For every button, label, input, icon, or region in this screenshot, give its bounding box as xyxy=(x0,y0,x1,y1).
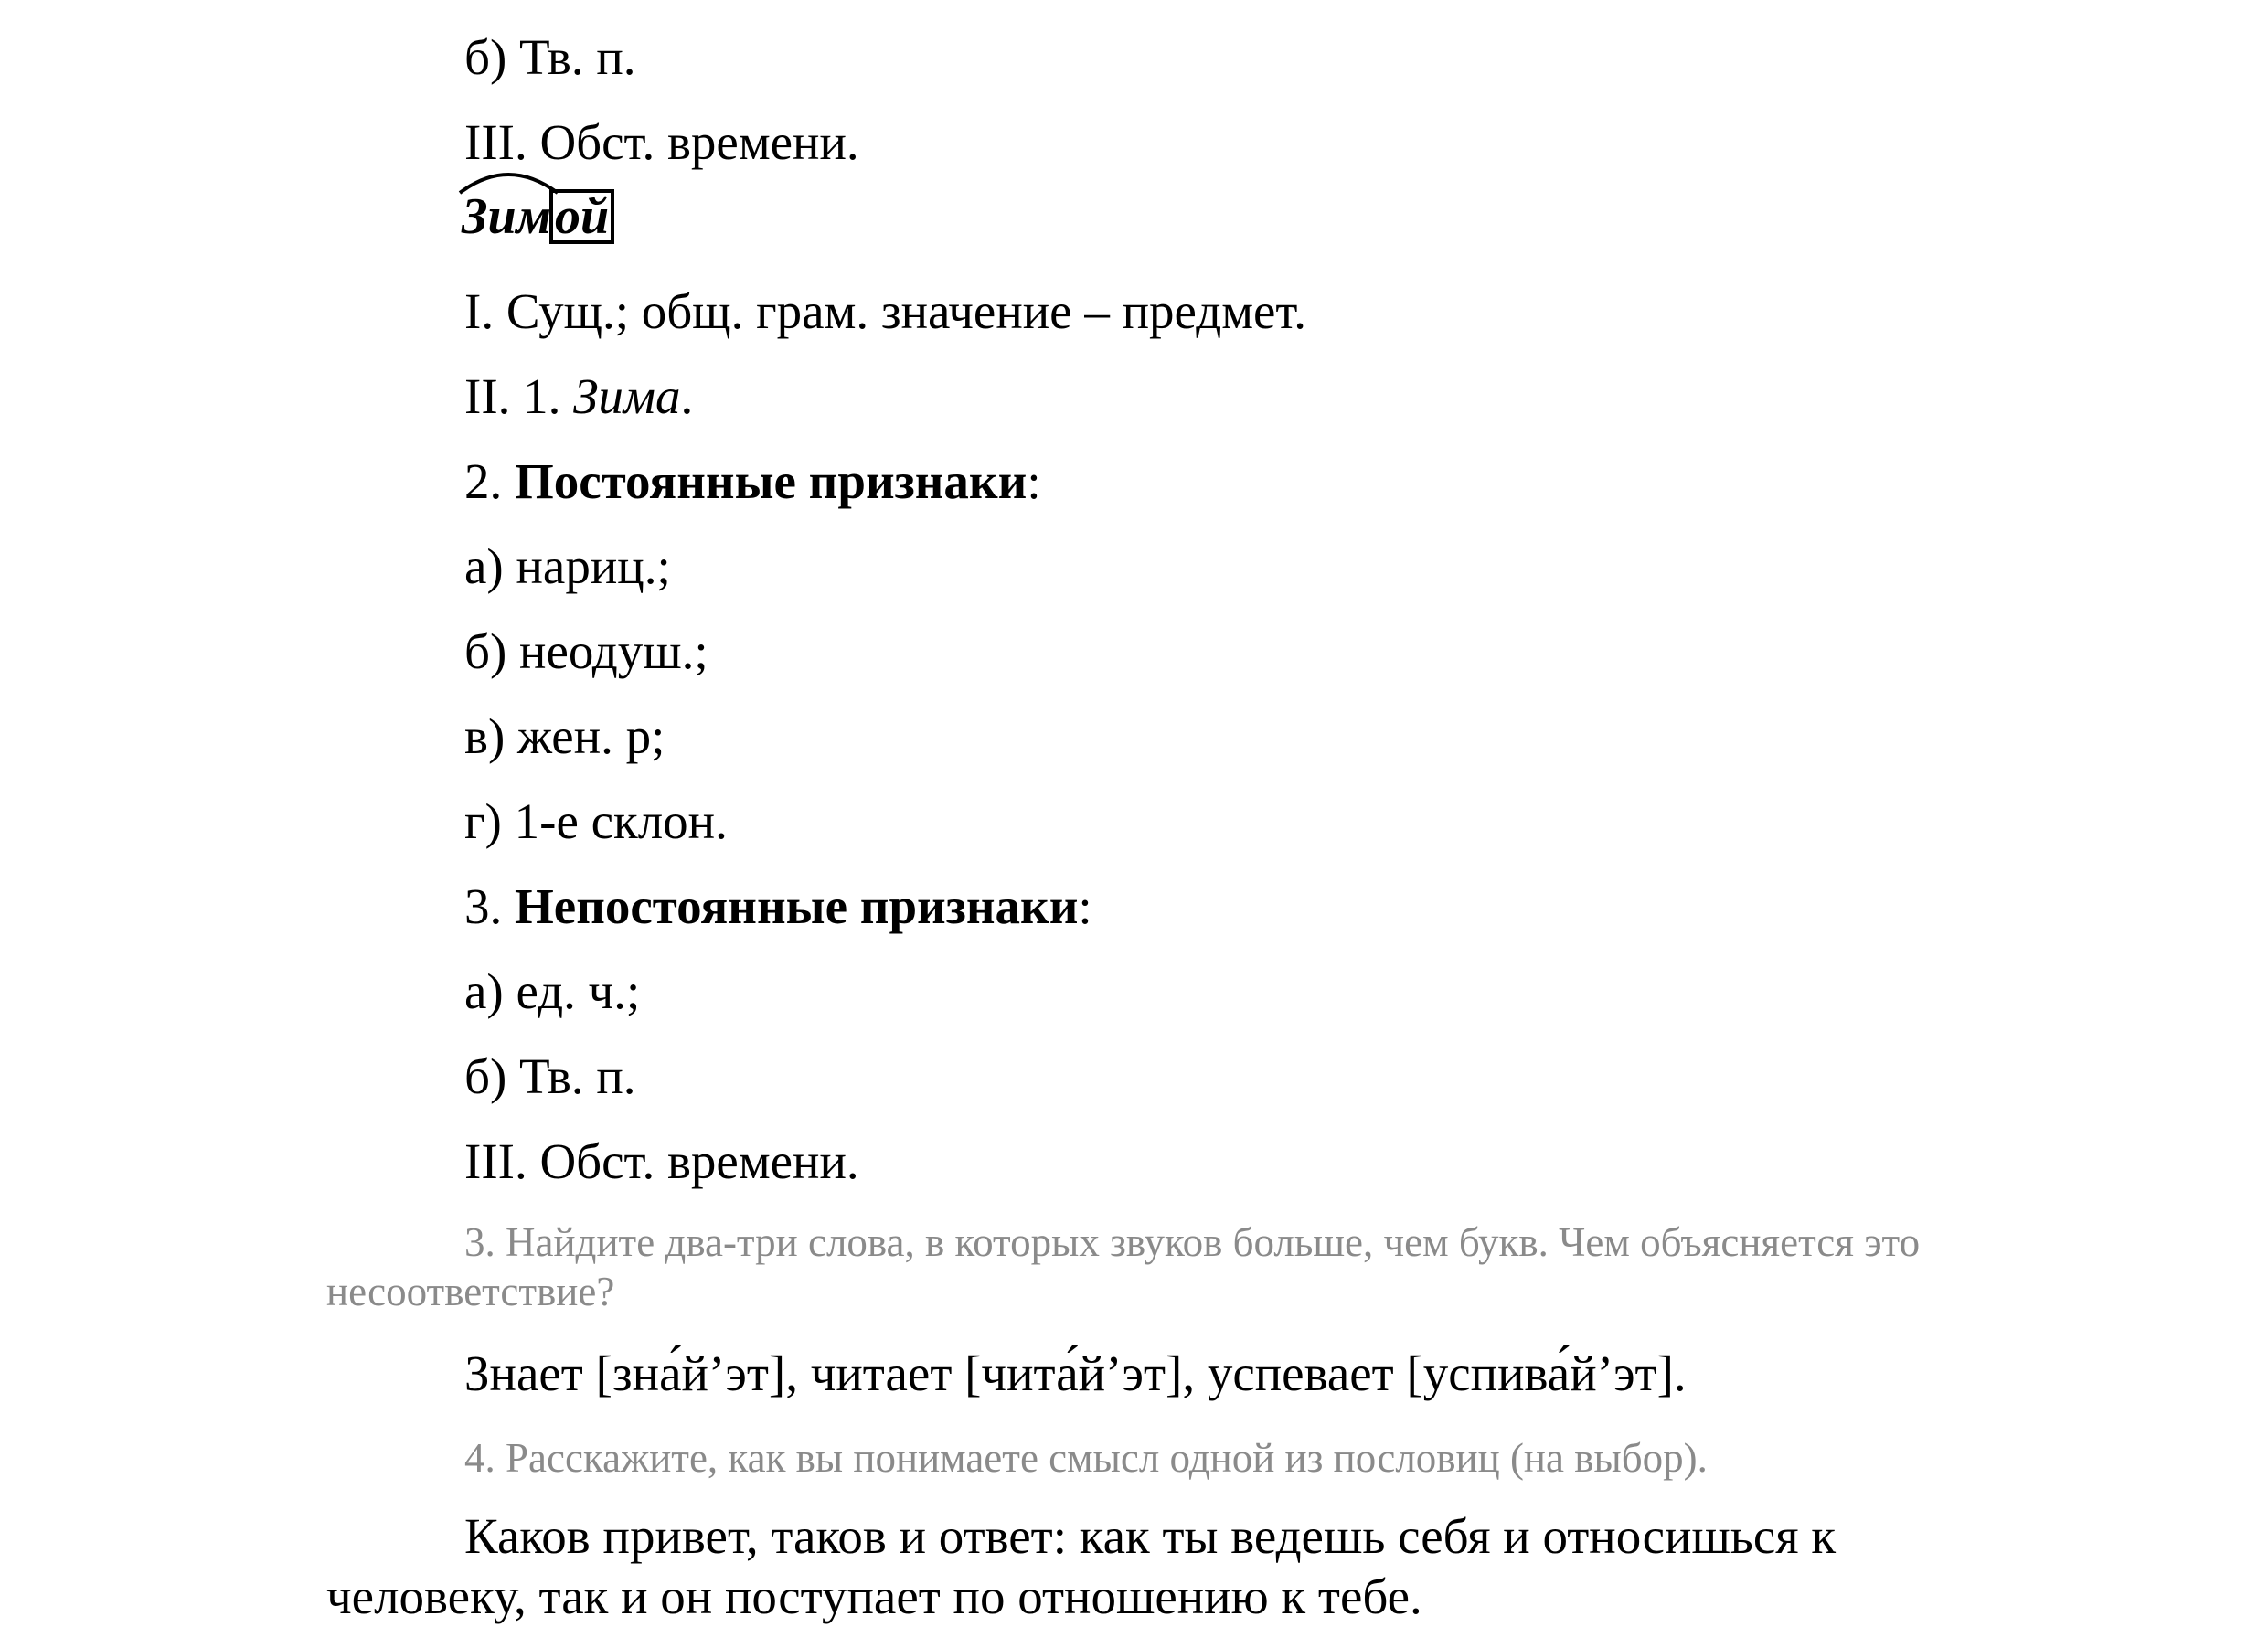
initial-form-prefix: II. 1. xyxy=(464,368,574,424)
role-line-top: III. Обст. времени. xyxy=(464,114,859,170)
word-ending: ой xyxy=(549,189,614,244)
task4-answer-line2: человеку, так и он поступает по отношению к тебе. xyxy=(326,1569,1422,1624)
constant-feature-item: г) 1-е склон. xyxy=(464,793,728,849)
constant-feature-item: б) неодуш.; xyxy=(464,623,708,679)
task3-question-line1: 3. Найдите два-три слова, в которых звуков больше, чем букв. Чем объясняется это xyxy=(464,1219,1921,1265)
syntactic-role-line: III. Обст. времени. xyxy=(464,1133,859,1189)
constant-features-title: Постоянные признаки xyxy=(515,453,1028,509)
word-root xyxy=(462,187,551,246)
initial-form-period: . xyxy=(680,368,694,424)
morphemic-parse xyxy=(462,187,614,251)
constant-features-number: 2. xyxy=(464,453,515,509)
part-of-speech-line: I. Сущ.; общ. грам. значение – предмет. xyxy=(464,283,1307,339)
task3-answer: Знает [зна́й’эт], читает [чита́й’эт], успевает [успива́й’эт]. xyxy=(464,1345,1687,1401)
initial-form-line xyxy=(464,367,693,427)
initial-form-word: Зима xyxy=(573,368,681,424)
variable-feature-item: б) Тв. п. xyxy=(464,1048,636,1104)
variable-feature-item: а) ед. ч.; xyxy=(464,963,641,1019)
task4-answer-line1: Каков привет, таков и ответ: как ты ведешь себя и относишься к xyxy=(464,1508,1837,1564)
constant-features-heading xyxy=(464,452,1041,512)
variable-features-colon: : xyxy=(1078,878,1092,934)
task3-question-line2: несоответствие? xyxy=(326,1269,615,1314)
task4-question: 4. Расскажите, как вы понимаете смысл одной из пословиц (на выбор). xyxy=(464,1435,1708,1481)
word-root-text: Зим xyxy=(462,188,551,245)
constant-feature-item: в) жен. р; xyxy=(464,708,665,764)
root-arc-mark xyxy=(456,167,561,195)
variable-features-title: Непостоянные признаки xyxy=(515,878,1079,934)
variable-features-heading xyxy=(464,877,1092,937)
case-line-top: б) Тв. п. xyxy=(464,29,636,85)
constant-features-colon: : xyxy=(1027,453,1041,509)
variable-features-number: 3. xyxy=(464,878,515,934)
constant-feature-item: а) нариц.; xyxy=(464,538,671,594)
